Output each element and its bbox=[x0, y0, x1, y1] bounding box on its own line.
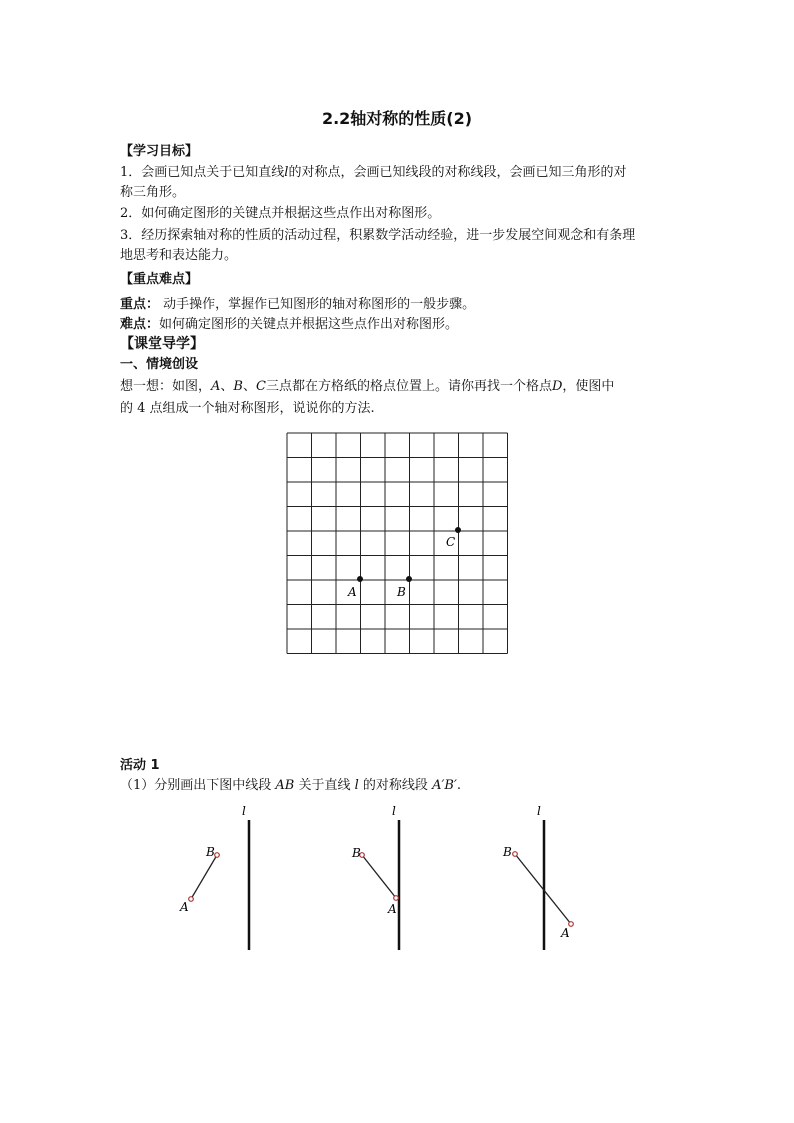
point-b bbox=[406, 576, 412, 582]
think-question-cont: 的 4 点组成一个轴对称图形，说说你的方法. bbox=[120, 401, 375, 416]
label-b-1: B bbox=[206, 845, 215, 859]
label-a-1: A bbox=[180, 900, 189, 914]
activity-heading: 活动 1 bbox=[120, 758, 160, 773]
key-point: 重点： 动手操作，掌握作已知图形的轴对称图形的一般步骤。 bbox=[120, 297, 476, 312]
line-l-label: l bbox=[537, 804, 541, 818]
section-scenario: 一、情境创设 bbox=[120, 357, 199, 372]
label-a-2: A bbox=[388, 902, 397, 916]
label-b-3: B bbox=[503, 845, 512, 859]
line-l-label: l bbox=[242, 804, 246, 818]
page-title: 2.2轴对称的性质(2) bbox=[321, 109, 473, 128]
point-c bbox=[455, 527, 461, 533]
point-b-3 bbox=[513, 852, 518, 857]
objectives-heading: 【学习目标】 bbox=[120, 144, 199, 159]
guide-heading: 【课堂导学】 bbox=[120, 336, 204, 352]
label-b: B bbox=[397, 585, 406, 599]
activity-task: （1）分别画出下图中线段 AB 关于直线 l 的对称线段 A′B′. bbox=[120, 778, 462, 793]
key-points-heading: 【重点难点】 bbox=[120, 272, 199, 287]
think-question: 想一想：如图，A、B、C三点都在方格纸的格点位置上。请你再找一个格点D，使图中 bbox=[120, 379, 615, 394]
objective-3: 3．经历探索轴对称的性质的活动过程，积累数学活动经验，进一步发展空间观念和有条理 bbox=[120, 228, 636, 243]
grid-figure bbox=[280, 428, 520, 660]
line-l-label: l bbox=[392, 804, 396, 818]
symmetry-figure-1 bbox=[170, 800, 280, 960]
label-a: A bbox=[348, 585, 357, 599]
objective-1: 1．会画已知点关于已知直线l的对称点，会画已知线段的对称线段，会画已知三角形的对 bbox=[120, 165, 627, 180]
symmetry-figure-3 bbox=[495, 800, 605, 960]
objective-1-cont: 称三角形。 bbox=[120, 185, 186, 200]
objective-2: 2．如何确定图形的关键点并根据这些点作出对称图形。 bbox=[120, 206, 441, 221]
point-a bbox=[357, 576, 363, 582]
label-b-2: B bbox=[352, 846, 361, 860]
point-a-1 bbox=[189, 897, 194, 902]
objective-3-cont: 地思考和表达能力。 bbox=[120, 248, 238, 263]
label-a-3: A bbox=[561, 926, 570, 940]
point-a-2 bbox=[394, 896, 399, 901]
difficult-point: 难点：如何确定图形的关键点并根据这些点作出对称图形。 bbox=[120, 317, 459, 332]
label-c: C bbox=[446, 535, 456, 549]
point-b-1 bbox=[215, 853, 220, 858]
symmetry-figure-2 bbox=[345, 800, 455, 960]
